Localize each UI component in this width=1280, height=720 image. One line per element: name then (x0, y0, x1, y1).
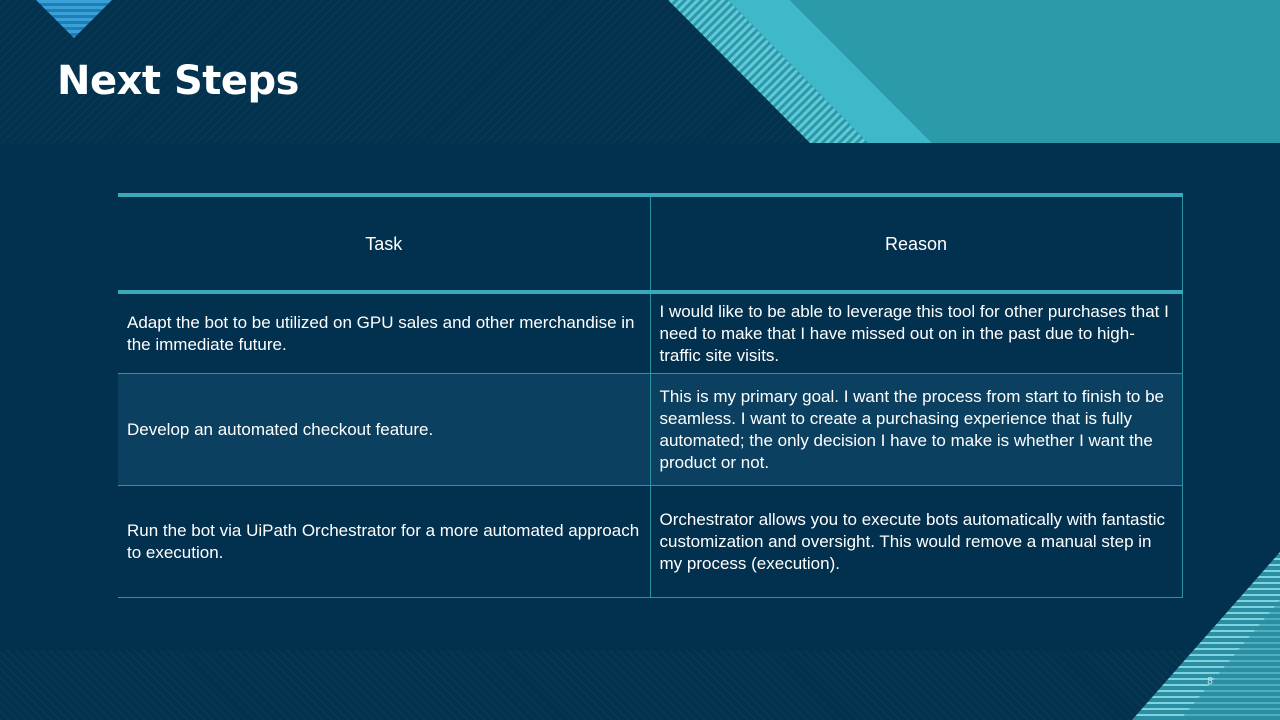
reason-cell: I would like to be able to leverage this tool for other purchases that I need to make that I have missed out on in the past due to high-traffic site visits. (650, 292, 1182, 374)
task-cell: Develop an automated checkout feature. (118, 374, 650, 486)
slide-title: Next Steps (57, 58, 299, 104)
task-cell: Adapt the bot to be utilized on GPU sales and other merchandise in the immediate future. (118, 292, 650, 374)
top-left-triangle (36, 0, 112, 38)
column-header-task: Task (118, 195, 650, 292)
table-row (118, 486, 1182, 598)
table-row (118, 374, 1182, 486)
reason-cell: This is my primary goal. I want the process from start to finish to be seamless. I want to create a purchasing experience that is fully automated; the only decision I have to make is whether I want the product or not. (650, 374, 1182, 486)
next-steps-table (118, 193, 1183, 598)
table-header-row (118, 195, 1182, 292)
page-number: 8 (1207, 676, 1213, 687)
task-cell: Run the bot via UiPath Orchestrator for a more automated approach to execution. (118, 486, 650, 598)
reason-cell: Orchestrator allows you to execute bots automatically with fantastic customization and oversight. This would remove a manual step in my process (execution). (650, 486, 1182, 598)
column-header-reason: Reason (650, 195, 1182, 292)
table-row (118, 292, 1182, 374)
next-steps-table-container (118, 193, 1182, 598)
